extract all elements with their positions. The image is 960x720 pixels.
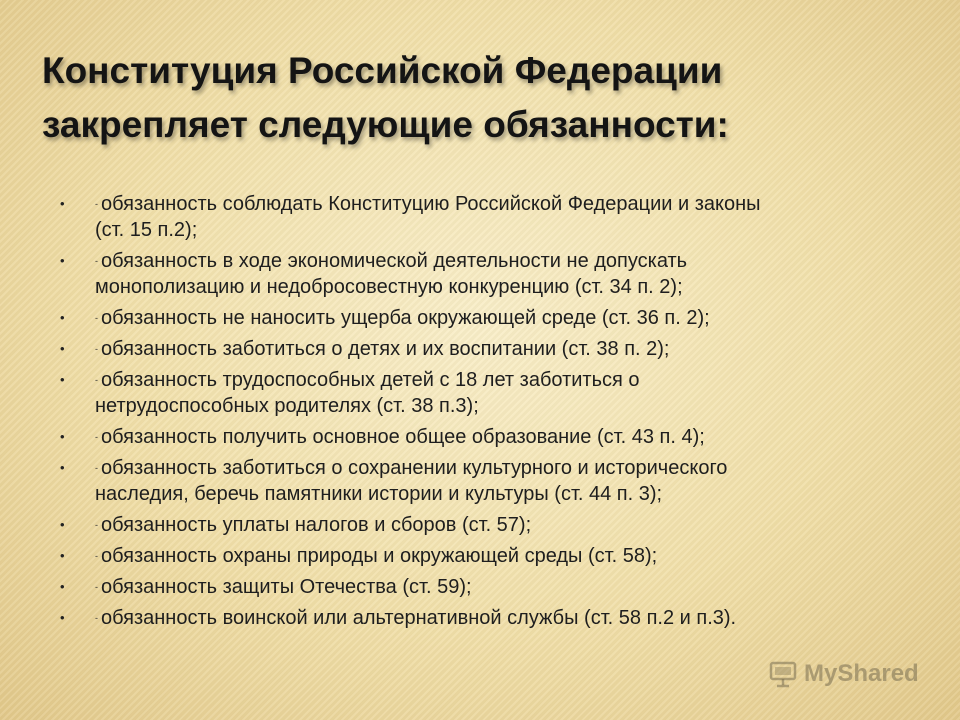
bullet-icon: • — [60, 429, 65, 444]
duty-list-item — [60, 512, 920, 538]
item-dash: - — [95, 551, 98, 561]
duty-text: обязанность уплаты налогов и сборов (ст. 57); — [101, 514, 532, 536]
duty-list-item — [60, 455, 920, 507]
duty-list-item — [60, 248, 920, 300]
duty-text-line — [95, 248, 920, 274]
duty-text: обязанность не наносить ущерба окружающей среде (ст. 36 п. 2); — [101, 307, 710, 329]
duty-text: наследия, беречь памятники истории и культуры (ст. 44 п. 3); — [95, 483, 663, 505]
duty-text-line — [95, 543, 920, 569]
duty-text: обязанность трудоспособных детей с 18 лет заботиться о — [101, 369, 640, 391]
presentation-board-icon — [768, 659, 798, 689]
duty-text-line — [95, 336, 920, 362]
duty-text: обязанность заботиться о детях и их воспитании (ст. 38 п. 2); — [101, 338, 670, 360]
bullet-icon: • — [60, 310, 65, 325]
duty-text-line — [95, 367, 920, 393]
bullet-icon: • — [60, 196, 65, 211]
duty-text-line — [95, 274, 920, 300]
duty-text-line — [95, 481, 920, 507]
duty-text: обязанность защиты Отечества (ст. 59); — [101, 576, 472, 598]
item-dash: - — [95, 344, 98, 354]
item-dash: - — [95, 199, 98, 209]
duty-list-item — [60, 574, 920, 600]
duty-text: обязанность в ходе экономической деятельности не допускать — [101, 250, 688, 272]
duty-list-item — [60, 367, 920, 419]
duty-text-line — [95, 574, 920, 600]
bullet-icon: • — [60, 579, 65, 594]
bullet-icon: • — [60, 372, 65, 387]
item-dash: - — [95, 463, 98, 473]
duty-list-item — [60, 191, 920, 243]
item-dash: - — [95, 432, 98, 442]
duty-text-line — [95, 424, 920, 450]
duty-list-item — [60, 543, 920, 569]
slide-title-line: Конституция Российской Федерации — [42, 50, 723, 91]
duty-text-line — [95, 605, 920, 631]
duty-list-item — [60, 305, 920, 331]
watermark — [768, 656, 919, 692]
duty-list-item — [60, 424, 920, 450]
bullet-icon: • — [60, 341, 65, 356]
bullet-icon: • — [60, 517, 65, 532]
item-dash: - — [95, 582, 98, 592]
item-dash: - — [95, 375, 98, 385]
duty-text-line — [95, 455, 920, 481]
watermark-text: MyShared — [804, 660, 919, 687]
slide-title-line: закрепляет следующие обязанности: — [42, 104, 729, 145]
bullet-icon: • — [60, 460, 65, 475]
bullet-icon: • — [60, 253, 65, 268]
duty-text-line — [95, 191, 920, 217]
duty-text: нетрудоспособных родителях (ст. 38 п.3); — [95, 395, 479, 417]
duty-text-line — [95, 393, 920, 419]
bullet-icon: • — [60, 610, 65, 625]
duty-text: обязанность получить основное общее образование (ст. 43 п. 4); — [101, 426, 705, 448]
duties-list — [60, 191, 920, 636]
duty-text: обязанность воинской или альтернативной службы (ст. 58 п.2 и п.3). — [101, 607, 737, 629]
duty-text: обязанность соблюдать Конституцию Российской Федерации и законы — [101, 193, 761, 215]
duty-list-item — [60, 605, 920, 631]
item-dash: - — [95, 613, 98, 623]
duty-text-line — [95, 217, 920, 243]
duty-text-line — [95, 305, 920, 331]
bullet-icon: • — [60, 548, 65, 563]
item-dash: - — [95, 256, 98, 266]
item-dash: - — [95, 520, 98, 530]
slide-title — [42, 44, 922, 152]
duty-text: (ст. 15 п.2); — [95, 219, 198, 241]
duty-text: монополизацию и недобросовестную конкуренцию (ст. 34 п. 2); — [95, 276, 683, 298]
item-dash: - — [95, 313, 98, 323]
duty-text-line — [95, 512, 920, 538]
duty-list-item — [60, 336, 920, 362]
duty-text: обязанность охраны природы и окружающей среды (ст. 58); — [101, 545, 658, 567]
duty-text: обязанность заботиться о сохранении культурного и исторического — [101, 457, 728, 479]
